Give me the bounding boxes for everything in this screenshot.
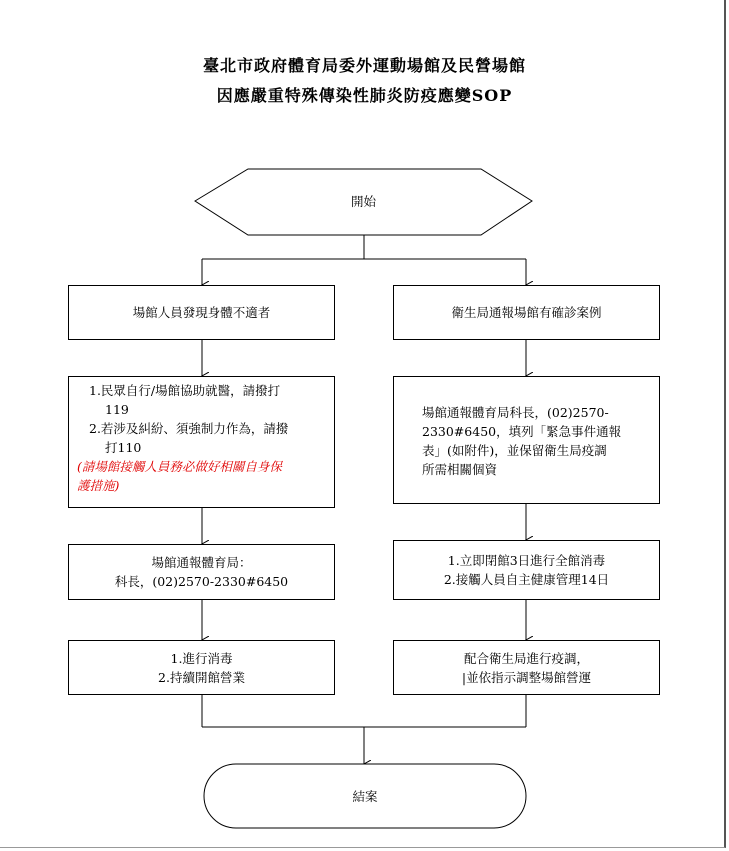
title-line-2: 因應嚴重特殊傳染性肺炎防疫應變SOP	[216, 86, 513, 105]
right-box2-line4: 所需相關個資	[422, 462, 498, 477]
left-box3-line1: 場館通報體育局：	[151, 555, 252, 570]
left-box2-item1a: 1.民眾自行/場館協助就醫，請撥打	[89, 383, 281, 398]
right-box-cooperate	[393, 640, 660, 695]
right-box4-line1: 配合衛生局進行疫調，	[463, 650, 589, 666]
left-box2-note-b: 護措施)	[77, 478, 120, 493]
right-box4-line2: |並依指示調整場館營運	[461, 669, 592, 685]
left-box2-item2b: 打110	[105, 440, 142, 455]
left-box-notify-bureau	[68, 544, 335, 600]
left-box4-line2: 2.持續開館營業	[158, 669, 245, 685]
start-label: 開始	[350, 194, 376, 209]
right-box3-line2: 2.接觸人員自主健康管理14日	[443, 572, 610, 587]
title-line-1: 臺北市政府體育局委外運動場館及民營場館	[202, 56, 526, 75]
right-box2-line2: 2330#6450，填列「緊急事件通報	[422, 424, 622, 439]
right-box2-line3: 表」(如附件)，並保留衛生局疫調	[422, 443, 607, 458]
right-box-confirmed-case	[393, 285, 660, 340]
right-box-notify-report	[393, 376, 660, 504]
left-box2-item1b: 119	[105, 402, 129, 417]
left-box2-note-a: (請場館接觸人員務必做好相關自身保	[77, 459, 282, 474]
right-box2-line1: 場館通報體育局科長，(02)2570-	[422, 405, 609, 420]
left-box-discover-unwell	[68, 285, 335, 340]
left-box1-text: 場館人員發現身體不適者	[132, 305, 271, 320]
end-label: 結案	[352, 789, 378, 804]
right-box1-text: 衛生局通報場館有確診案例	[451, 305, 602, 320]
left-box-disinfect	[68, 640, 335, 695]
left-box-medical-actions	[68, 376, 335, 508]
right-box-close-venue	[393, 540, 660, 600]
left-box2-item2a: 2.若涉及糾紛、須強制力作為，請撥	[89, 421, 289, 436]
left-box4-line1: 1.進行消毒	[170, 650, 233, 666]
right-box3-line1: 1.立即閉館3日進行全館消毒	[447, 553, 606, 568]
left-box3-line2: 科長，(02)2570-2330#6450	[114, 574, 289, 589]
